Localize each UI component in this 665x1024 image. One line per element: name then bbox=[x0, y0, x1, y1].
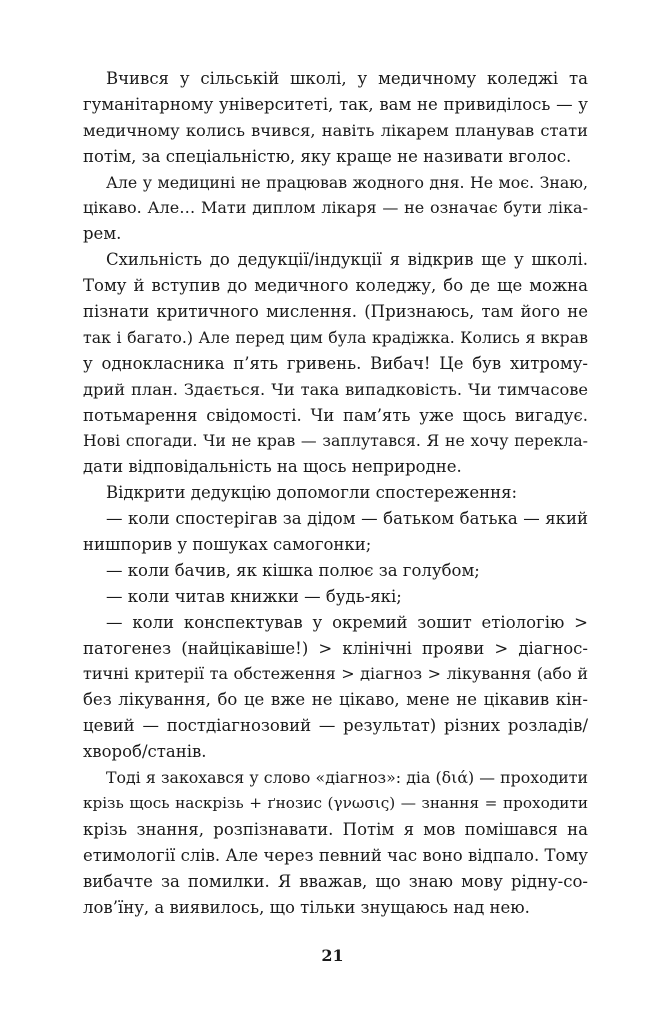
text-line: без лікування, бо це вже не цікаво, мене не цікавив кін- bbox=[83, 690, 588, 710]
text-line: нишпорив у пошуках самогонки; bbox=[83, 535, 372, 555]
text-line: цікаво. Але… Мати диплом лікаря — не означає бути ліка- bbox=[83, 198, 588, 218]
text-line: — коли конспектував у окремий зошит етіологію > bbox=[106, 612, 588, 632]
text-line: крізь щось наскрізь + ґнозис (γνωσις) — знання = проходити bbox=[83, 793, 588, 812]
paragraph bbox=[83, 66, 588, 170]
text-line: тичні критерії та обстеження > діагноз > лікування (або й bbox=[83, 664, 588, 684]
text-line: патогенез (найцікавіше!) > клінічні прояви > діагнос- bbox=[83, 638, 588, 658]
text-line: лов’їну, а виявилось, що тільки знущаюсь над нею. bbox=[83, 897, 530, 917]
text-line: дати відповідальність на щось неприродне. bbox=[83, 457, 462, 477]
text-line: Тому й вступив до медичного коледжу, бо де ще можна bbox=[83, 276, 588, 296]
text-line: дрий план. Здається. Чи така випадковість. Чи тимчасове bbox=[83, 379, 588, 399]
text-line: пізнати критичного мислення. (Признаюсь, там його не bbox=[83, 302, 588, 322]
text-line: — коли читав книжки — будь-які; bbox=[106, 586, 402, 606]
text-line: Тоді я закохався у слово «діагноз»: діа (διά) — проходити bbox=[106, 768, 588, 788]
paragraph bbox=[83, 480, 588, 506]
text-line: так і багато.) Але перед цим була крадіжка. Колись я вкрав bbox=[83, 327, 588, 347]
text-line: потьмарення свідомості. Чи пам’ять уже щось вигадує. bbox=[83, 405, 588, 425]
text-line: Схильність до дедукції/індукції я відкрив ще у школі. bbox=[106, 250, 588, 270]
text-line: цевий — постдіагнозовий — результат) різних розладів/ bbox=[83, 716, 588, 736]
text-line: рем. bbox=[83, 224, 122, 244]
text-line: вибачте за помилки. Я вважав, що знаю мову рідну-со- bbox=[83, 871, 588, 891]
page-number: 21 bbox=[321, 946, 344, 965]
page-body bbox=[83, 66, 588, 920]
paragraph bbox=[83, 247, 588, 480]
list-item bbox=[83, 610, 588, 765]
text-line: етимології слів. Але через певний час воно відпало. Тому bbox=[83, 845, 588, 865]
list-item bbox=[83, 558, 588, 584]
text-line: — коли бачив, як кішка полює за голубом; bbox=[106, 560, 480, 580]
list-item bbox=[83, 506, 588, 558]
text-line: Але у медицині не працював жодного дня. Не моє. Знаю, bbox=[106, 172, 588, 192]
text-line: хвороб/станів. bbox=[83, 742, 207, 762]
text-line: гуманітарному університеті, так, вам не привиділось — у bbox=[83, 94, 588, 114]
text-line: крізь знання, розпізнавати. Потім я мов помішався на bbox=[83, 819, 588, 839]
list-item bbox=[83, 584, 588, 610]
paragraph bbox=[83, 765, 588, 920]
text-line: Вчився у сільській школі, у медичному коледжі та bbox=[106, 69, 588, 88]
paragraph bbox=[83, 170, 588, 248]
text-line: у однокласника п’ять гривень. Вибач! Це був хитрому- bbox=[83, 353, 588, 373]
text-line: медичному колись вчився, навіть лікарем планував стати bbox=[83, 120, 588, 140]
text-line: Відкрити дедукцію допомогли спостереження: bbox=[106, 483, 518, 503]
text-line: — коли спостерігав за дідом — батьком батька — який bbox=[106, 509, 588, 529]
text-line: Нові спогади. Чи не крав — заплутався. Я не хочу перекла- bbox=[83, 431, 588, 451]
text-line: потім, за спеціальністю, яку краще не називати вголос. bbox=[83, 146, 572, 166]
